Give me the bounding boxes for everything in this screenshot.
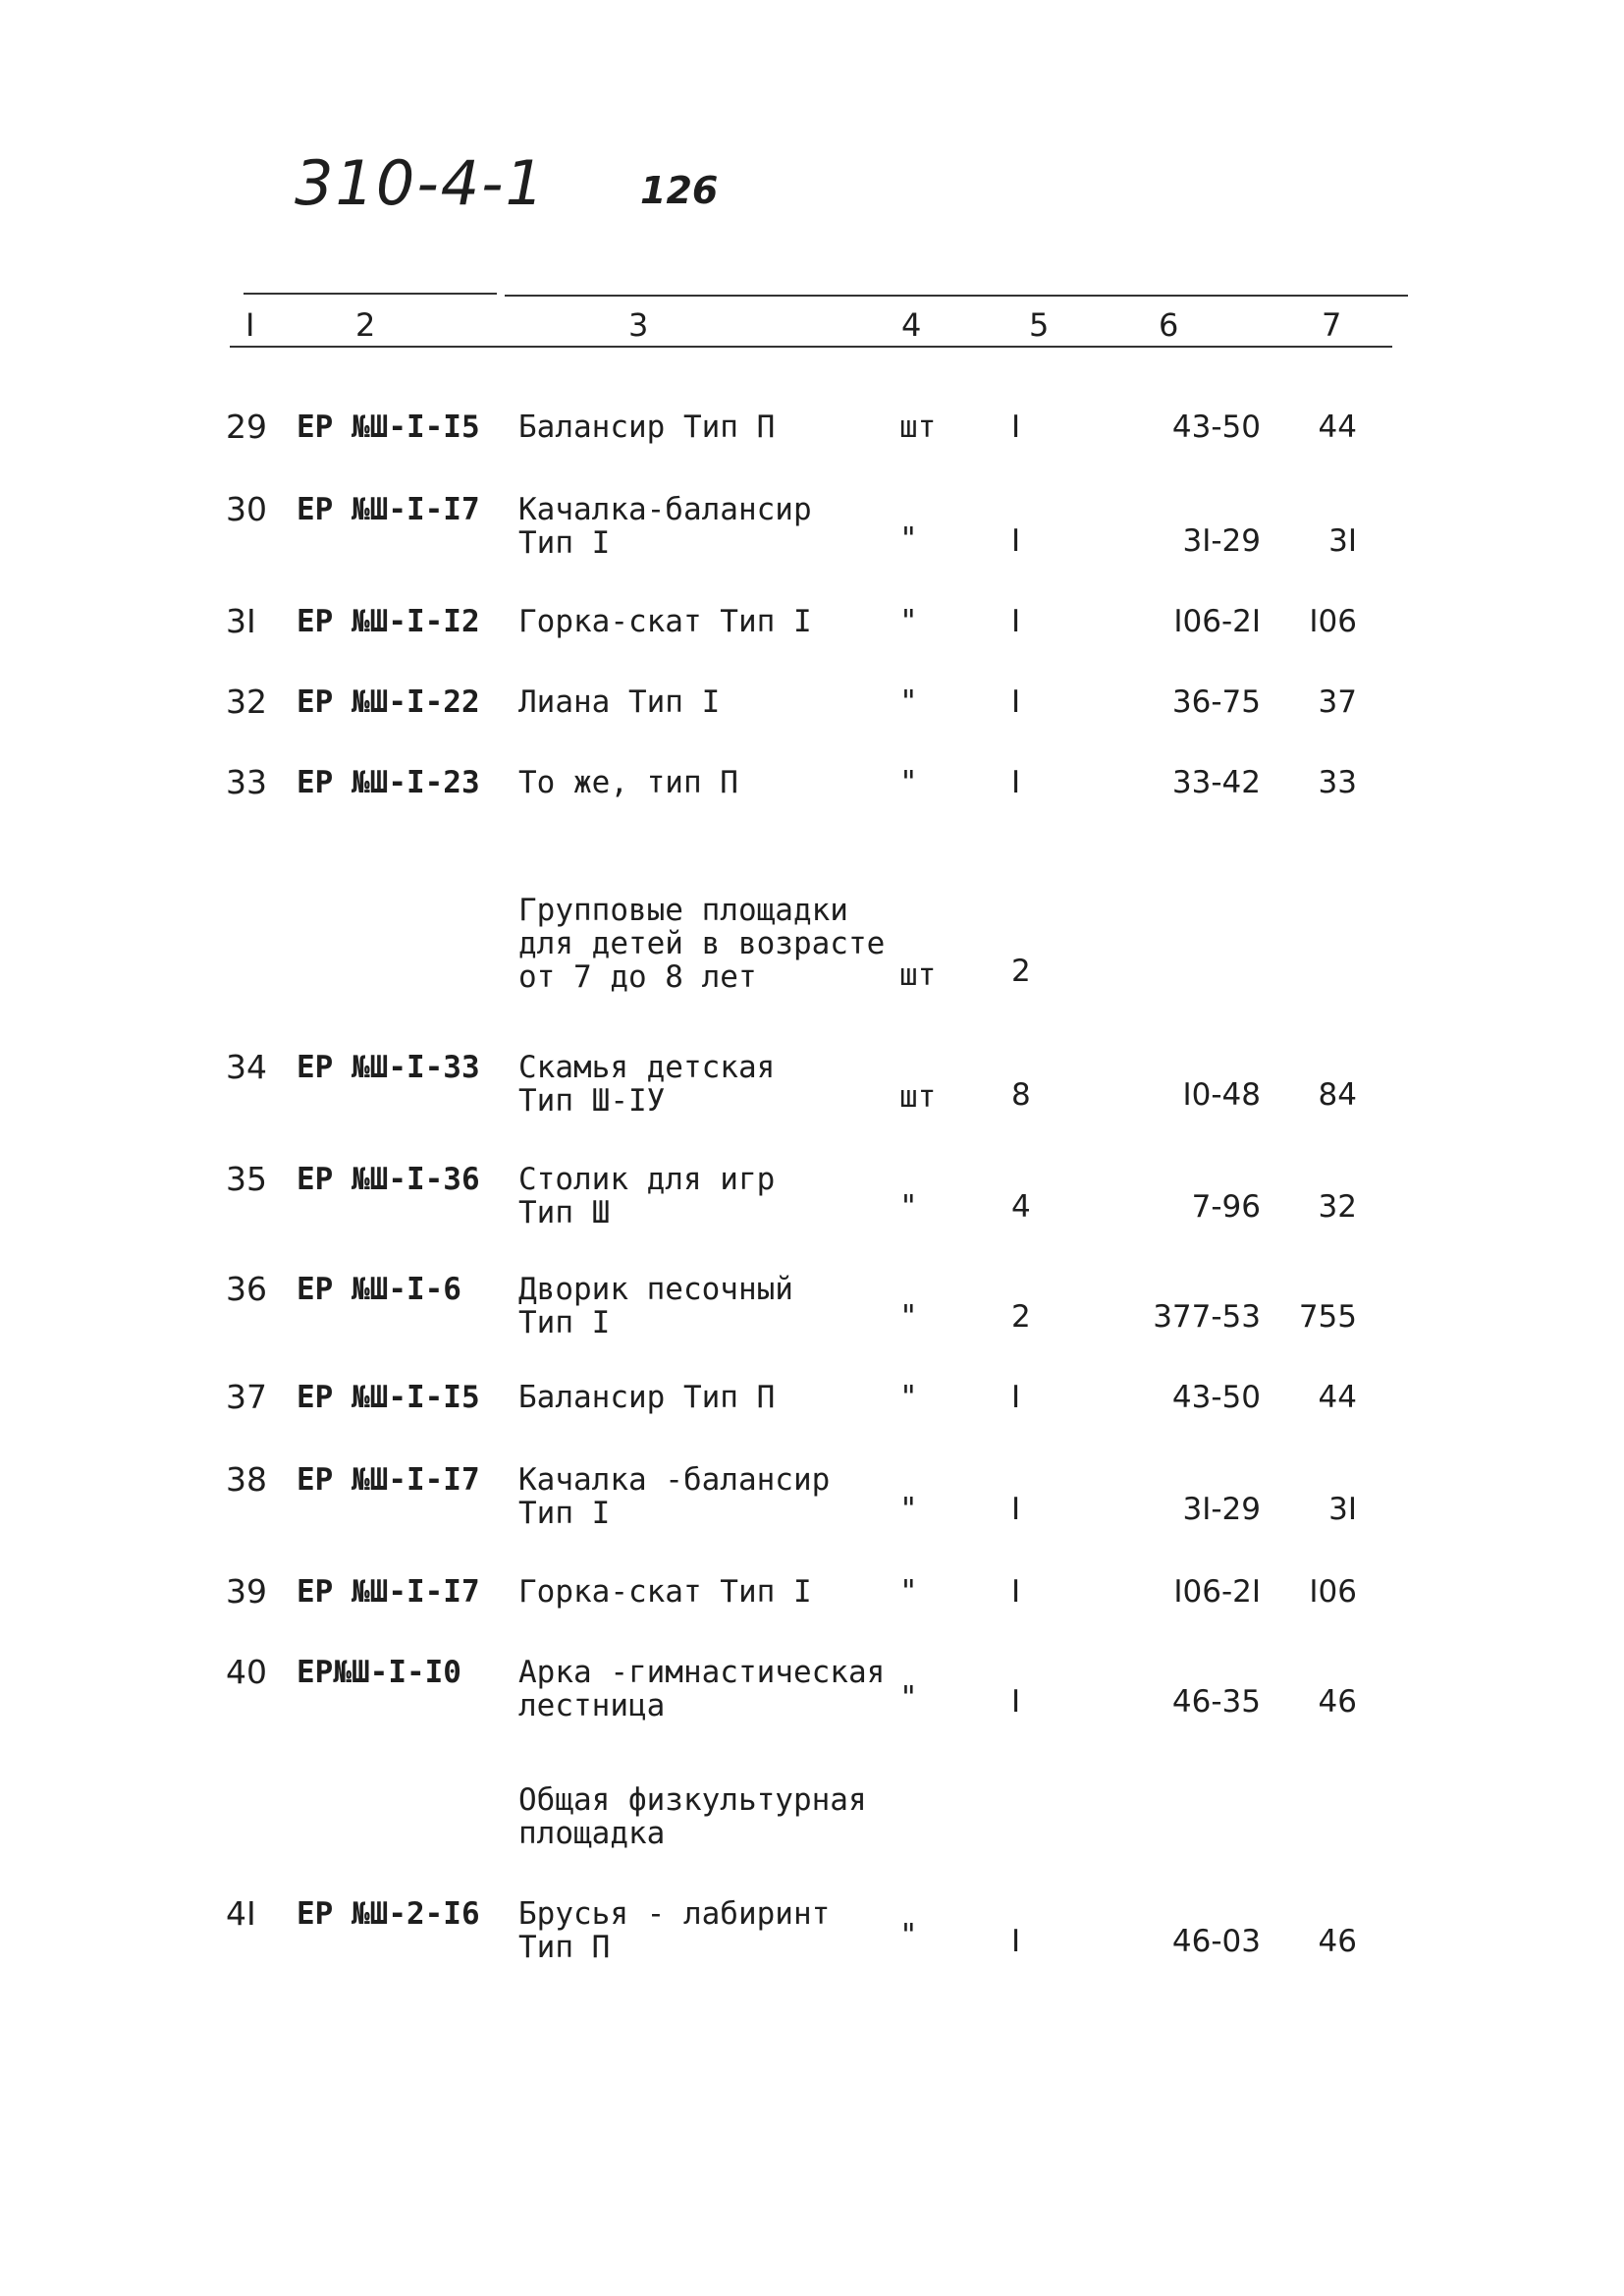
row-price: 36-75 <box>1171 684 1261 720</box>
row-name <box>518 1273 892 1339</box>
row-code: ЕР №Ш-I-I5 <box>297 410 480 445</box>
row-name-line: Дворик песочный <box>518 1272 793 1307</box>
row-total: 46 <box>1318 1924 1357 1959</box>
row-unit: " <box>899 604 918 639</box>
row-name-line: То же, тип П <box>518 765 738 800</box>
row-number: 4I <box>226 1894 256 1933</box>
row-number: 38 <box>226 1460 267 1499</box>
row-name-line: Балансир Тип П <box>518 1380 776 1415</box>
row-price: 377-53 <box>1153 1299 1261 1335</box>
row-total: I06 <box>1309 1574 1357 1610</box>
row-code: ЕР №Ш-I-I7 <box>297 1462 480 1498</box>
row-total: 46 <box>1318 1684 1357 1720</box>
row-number: 39 <box>226 1572 267 1611</box>
row-name-line: Тип Ш-IУ <box>518 1083 666 1119</box>
row-quantity: I <box>1011 1492 1021 1527</box>
row-name-line: Брусья - лабиринт <box>518 1896 831 1932</box>
section-title-line: площадка <box>518 1816 666 1851</box>
row-unit: шт <box>899 1079 937 1115</box>
column-header-6: 6 <box>1159 306 1179 344</box>
page-number: 126 <box>640 169 719 212</box>
row-price: 33-42 <box>1171 765 1261 800</box>
row-code: ЕР №Ш-I-I2 <box>297 604 480 639</box>
row-code: ЕР №Ш-I-I5 <box>297 1380 480 1415</box>
row-number: 34 <box>226 1048 267 1086</box>
row-price: 43-50 <box>1171 410 1261 445</box>
row-name-line: Тип Ш <box>518 1195 611 1230</box>
section-quantity: 2 <box>1011 954 1031 989</box>
row-name-line: Балансир Тип П <box>518 410 776 445</box>
row-number: 36 <box>226 1270 267 1308</box>
row-name <box>518 1575 892 1609</box>
row-number: 40 <box>226 1653 267 1691</box>
row-name <box>518 685 892 719</box>
row-name-line: лестница <box>518 1688 666 1723</box>
section-title <box>518 894 892 994</box>
section-title-line: Общая физкультурная <box>518 1782 867 1818</box>
row-quantity: I <box>1011 410 1021 445</box>
row-name-line: Тип I <box>518 1496 611 1531</box>
row-name-line: Лиана Тип I <box>518 684 721 720</box>
row-quantity: 8 <box>1011 1077 1031 1113</box>
row-name <box>518 1463 892 1530</box>
row-number: 32 <box>226 683 267 721</box>
column-header-5: 5 <box>1029 306 1050 344</box>
row-unit: " <box>899 1299 918 1335</box>
section-title-line: Групповые площадки <box>518 893 848 928</box>
row-quantity: I <box>1011 604 1021 639</box>
column-header-2: 2 <box>355 306 376 344</box>
row-unit: " <box>899 684 918 720</box>
table-header-bottom-rule <box>230 346 1392 348</box>
row-quantity: 2 <box>1011 1299 1031 1335</box>
row-total: 755 <box>1298 1299 1357 1335</box>
row-price: 46-35 <box>1171 1684 1261 1720</box>
row-name-line: Качалка -балансир <box>518 1462 831 1498</box>
row-name-line: Столик для игр <box>518 1162 776 1197</box>
row-quantity: I <box>1011 765 1021 800</box>
row-total: 84 <box>1318 1077 1357 1113</box>
row-unit: " <box>899 521 918 557</box>
row-total: I06 <box>1309 604 1357 639</box>
row-unit: " <box>899 1380 918 1415</box>
row-name <box>518 410 892 444</box>
row-price: 7-96 <box>1191 1189 1261 1225</box>
document-number: 310-4-1 <box>295 147 546 219</box>
row-number: 30 <box>226 490 267 528</box>
column-header-1: I <box>245 306 255 344</box>
row-unit: " <box>899 1918 918 1953</box>
row-code: ЕР №Ш-I-23 <box>297 765 480 800</box>
row-unit: " <box>899 1574 918 1610</box>
row-unit: " <box>899 765 918 800</box>
section-title <box>518 1783 892 1850</box>
row-total: 44 <box>1318 1380 1357 1415</box>
row-number: 37 <box>226 1378 267 1416</box>
section-unit: шт <box>899 957 937 993</box>
table-top-rule-left <box>244 293 497 295</box>
row-code: ЕР №Ш-I-36 <box>297 1162 480 1197</box>
row-code: ЕР №Ш-I-33 <box>297 1050 480 1085</box>
row-quantity: I <box>1011 1380 1021 1415</box>
row-name <box>518 1051 892 1118</box>
row-price: I06-2I <box>1173 1574 1261 1610</box>
column-header-7: 7 <box>1322 306 1342 344</box>
row-quantity: I <box>1011 1574 1021 1610</box>
table-top-rule-right <box>505 295 1408 297</box>
row-code: ЕР №Ш-I-22 <box>297 684 480 720</box>
row-name-line: Тип I <box>518 525 611 561</box>
section-title-line: от 7 до 8 лет <box>518 959 757 995</box>
row-code: ЕР№Ш-I-I0 <box>297 1655 461 1690</box>
row-name-line: Скамья детская <box>518 1050 776 1085</box>
row-price: I0-48 <box>1182 1077 1261 1113</box>
row-name-line: Горка-скат Тип I <box>518 604 812 639</box>
row-name <box>518 1897 892 1964</box>
column-header-3: 3 <box>628 306 649 344</box>
row-name <box>518 766 892 799</box>
row-code: ЕР №Ш-I-I7 <box>297 1574 480 1610</box>
row-name-line: Тип П <box>518 1930 611 1965</box>
row-price: 43-50 <box>1171 1380 1261 1415</box>
row-code: ЕР №Ш-I-6 <box>297 1272 461 1307</box>
row-total: 44 <box>1318 410 1357 445</box>
row-total: 3I <box>1328 1492 1357 1527</box>
row-unit: шт <box>899 410 937 445</box>
row-number: 35 <box>226 1160 267 1198</box>
row-number: 33 <box>226 763 267 801</box>
row-price: 3I-29 <box>1182 1492 1261 1527</box>
row-total: 33 <box>1318 765 1357 800</box>
row-unit: " <box>899 1492 918 1527</box>
row-name-line: Арка -гимнастическая <box>518 1655 886 1690</box>
row-code: ЕР №Ш-I-I7 <box>297 492 480 527</box>
row-name <box>518 1656 892 1722</box>
row-code: ЕР №Ш-2-I6 <box>297 1896 480 1932</box>
row-price: I06-2I <box>1173 604 1261 639</box>
row-quantity: I <box>1011 684 1021 720</box>
row-name <box>518 1163 892 1230</box>
row-total: 37 <box>1318 684 1357 720</box>
row-quantity: I <box>1011 523 1021 559</box>
row-number: 3I <box>226 602 256 640</box>
column-header-4: 4 <box>901 306 922 344</box>
row-name-line: Тип I <box>518 1305 611 1340</box>
row-unit: " <box>899 1680 918 1716</box>
row-name-line: Качалка-балансир <box>518 492 812 527</box>
row-quantity: 4 <box>1011 1189 1031 1225</box>
section-title-line: для детей в возрасте <box>518 926 886 961</box>
row-quantity: I <box>1011 1924 1021 1959</box>
row-unit: " <box>899 1189 918 1225</box>
row-name <box>518 1381 892 1414</box>
row-quantity: I <box>1011 1684 1021 1720</box>
row-price: 46-03 <box>1171 1924 1261 1959</box>
row-total: 3I <box>1328 523 1357 559</box>
row-total: 32 <box>1318 1189 1357 1225</box>
row-name-line: Горка-скат Тип I <box>518 1574 812 1610</box>
row-number: 29 <box>226 408 267 446</box>
row-name <box>518 605 892 638</box>
row-name <box>518 493 892 560</box>
row-price: 3I-29 <box>1182 523 1261 559</box>
